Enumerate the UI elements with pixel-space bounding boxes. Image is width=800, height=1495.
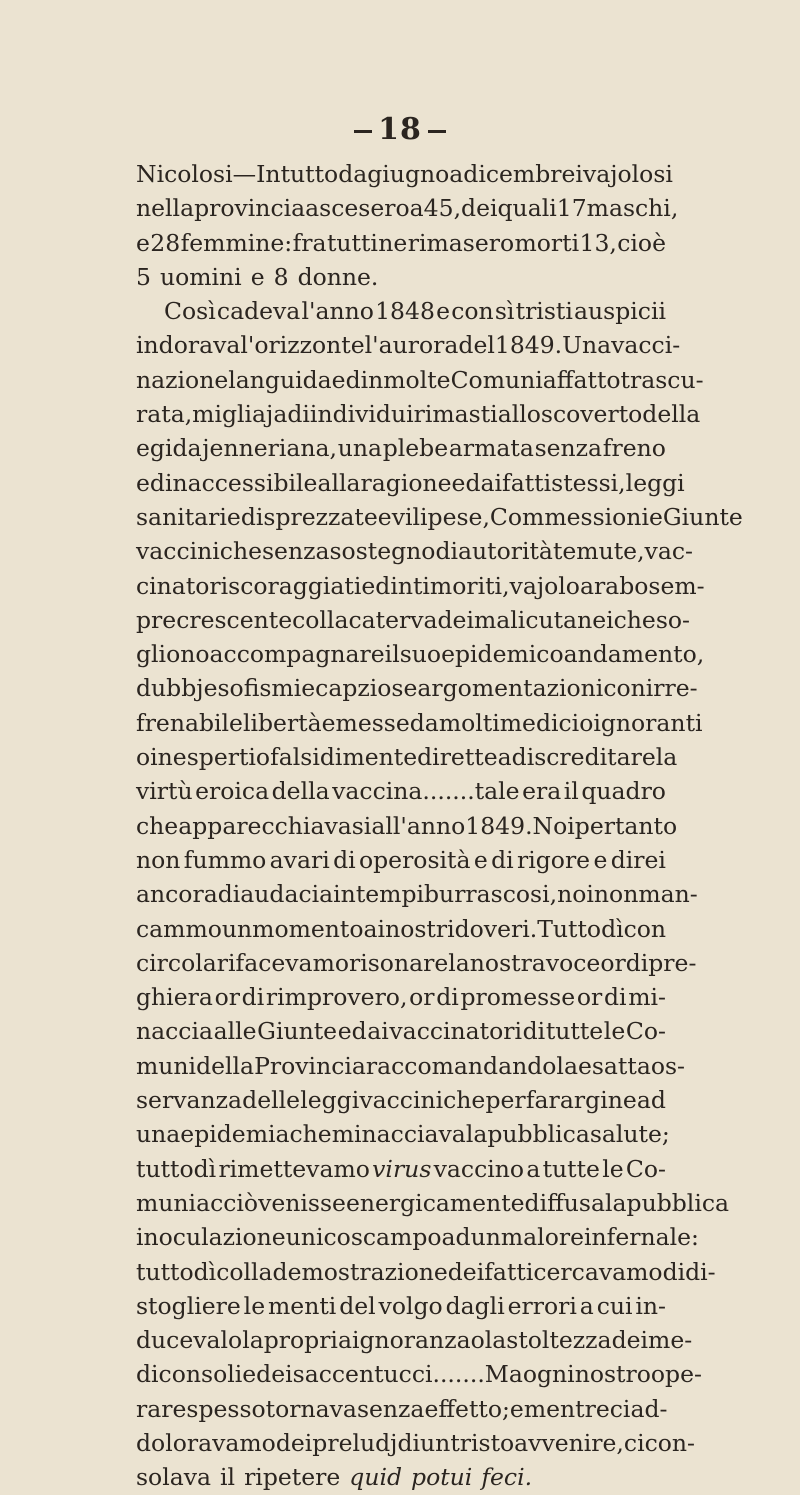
text-line: inoculazione unico scampo ad un malore infernale: [136, 1223, 699, 1252]
text-line: tuttodì rimettevamo virus vaccino a tutte le Co- [136, 1154, 666, 1183]
text-line: sanitarie disprezzate e vilipese, Commessioni e Giunte [136, 502, 743, 531]
text-line: tuttodì colla demostrazione dei fatti cercavamo di di- [136, 1257, 716, 1286]
text-line: frenabile libertà emesse da molti medici o ignoranti [136, 708, 703, 737]
text-line: che apparecchiavasi all'anno 1849. Noi pertanto [136, 811, 678, 840]
text-line: naccia alle Giunte ed ai vaccinatori di tutte le Co- [136, 1017, 666, 1046]
text-line: ed inaccessibile alla ragione ed ai fatti stessi, leggi [136, 468, 685, 497]
text-line: ducevalo la propria ignoranza o la stoltezza dei me- [136, 1326, 693, 1355]
text-line: virtù eroica della vaccina.......tale era il quadro [136, 777, 666, 806]
text-line: 5 uomini e 8 donne. [136, 262, 379, 291]
text-line: muni della Provincia raccomandando la esatta os- [136, 1051, 685, 1080]
text-line: indorava l'orizzonte l'aurora del 1849. Una vacci- [136, 331, 681, 360]
text-line: egida jenneriana, una plebe armata senza freno [136, 434, 666, 463]
text-line: ghiera or di rimprovero, or di promesse or di mi- [136, 983, 666, 1012]
header-dash-left [354, 130, 372, 133]
page-header [0, 112, 800, 147]
text-line: stogliere le menti del volgo dagli errori a cui in- [136, 1291, 666, 1320]
text-line: gliono accompagnare il suo epidemico andamento, [136, 640, 705, 669]
text-line: cinatori scoraggiati ed intimoriti, vajolo arabo sem- [136, 571, 705, 600]
text-line: non fummo avari di operosità e di rigore e direi [136, 845, 666, 874]
text-line: muni acciò venisse energicamente diffusa la pubblica [136, 1188, 730, 1217]
text-line: o inesperti o falsi di mente dirette a discreditare la [136, 743, 678, 772]
text-line: dubbj e sofismi e capziose argomentazioni con irre- [136, 674, 698, 703]
text-line: rata, migliaja di individui rimasti allo scoverto della [136, 400, 701, 429]
text-line: nazione languida ed in molte Comuni affatto trascu- [136, 365, 704, 394]
page-number: 18 [378, 112, 422, 147]
body-text [136, 157, 743, 1495]
text-line: diconsoli e dei saccentucci.......Ma ogni nostro ope- [136, 1360, 702, 1389]
text-line: e 28 femmine: fra tutti ne rimasero morti 13, cioè [136, 228, 666, 257]
text-line: circolari facevamo risonare la nostra voce or di pre- [136, 948, 697, 977]
header-dash-right [428, 130, 446, 133]
text-line: Così cadeva l'anno 1848 e con sì tristi auspicii [164, 297, 666, 326]
text-line: pre crescente colla caterva dei mali cutanei che so- [136, 605, 690, 634]
text-line: solava il ripetere quid potui feci. [136, 1463, 533, 1492]
text-line: doloravamo dei preludj di un tristo avvenire, ci con- [136, 1428, 695, 1457]
text-line: servanza delle leggi vacciniche per far argine ad [136, 1086, 666, 1115]
text-line: cammo un momento ai nostri doveri. Tuttodì con [136, 914, 667, 943]
text-line: Nicolosi — In tutto da giugno a dicembre i vajolosi [136, 160, 673, 188]
text-line: una epidemia che minacciava la pubblica salute; [136, 1120, 670, 1149]
text-line: ancora di audacia in tempi burrascosi, noi non man- [136, 880, 698, 909]
text-line: rare spesso tornava senza effetto; e mentre ci ad- [136, 1394, 668, 1423]
text-line: nella provincia ascesero a 45 , dei quali 17 maschi, [136, 194, 679, 223]
text-line: vacciniche senza sostegno di autorità temute, vac- [136, 537, 693, 566]
